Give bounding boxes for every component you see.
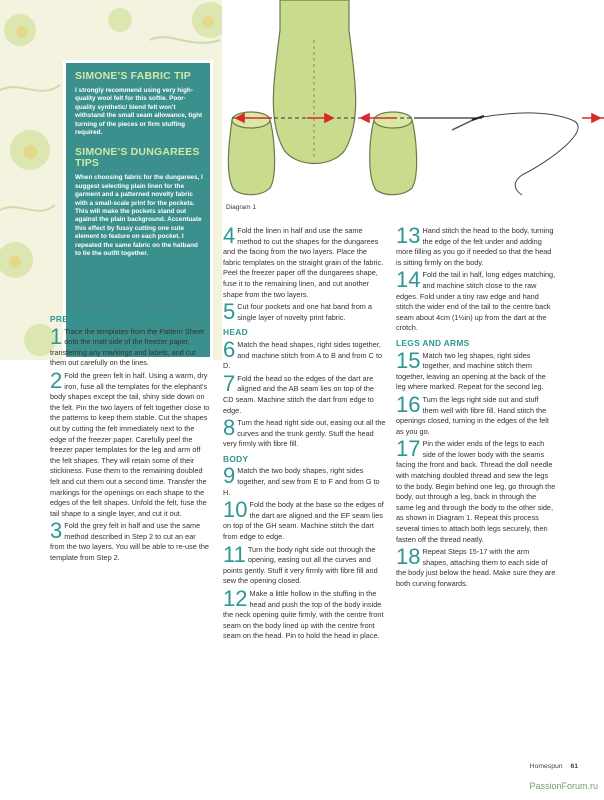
step-text: Turn the legs right side out and stuff them well with fibre fill. Hand stitch the openings closed, turning in the edges of the felt as you go. xyxy=(396,394,549,436)
step-text: Repeat Steps 15-17 with the arm shapes, attaching them to each side of the body just below the head. Make sure they are both curving forwards. xyxy=(396,547,556,588)
dungarees-tips-heading: SIMONE'S DUNGAREES TIPS xyxy=(75,146,200,170)
step-9 xyxy=(223,463,386,498)
column-2 xyxy=(223,223,386,644)
step-number: 6 xyxy=(223,336,236,362)
step-text: Turn the body right side out through the opening, easing out all the curves and points gently. Stuff it very firmly with fibre fill and sew the opening closed. xyxy=(223,544,378,586)
step-10 xyxy=(223,497,386,542)
step-17 xyxy=(396,436,556,545)
step-number: 16 xyxy=(396,391,421,417)
step-number: 11 xyxy=(223,541,246,567)
step-1 xyxy=(50,323,212,369)
step-text: Fold the green felt in half. Using a warm, dry iron, fuse all the templates for the elephant's body shapes except the tail, shiny side down on the felt. Pin the two layers of felt together close to the patterns to keep them stable. Cut the shapes out by cutting the felt immediately next to the edge of the freezer paper. Carefully peel the freezer paper templates for the leg and arm off the felt shapes. They will retain some of their stickiness. Fuse them to the remaining doubled felt and cut them out a second time. Transfer the markings for the openings on each shape to the edges of the felt shapes. Unfold the felt, fuse the tail shape to a single layer, and cut it out. xyxy=(50,370,210,518)
watermark: PassionForum.ru xyxy=(529,781,598,791)
step-text: Match the head shapes, right sides together, and machine stitch from A to B and from C to D. xyxy=(223,339,383,371)
step-number: 18 xyxy=(396,544,421,570)
step-number: 5 xyxy=(223,299,236,325)
step-text: Match two leg shapes, right sides together, and machine stitch them together, leaving an opening at the back of the leg where marked. Repeat for the second leg. xyxy=(396,350,546,392)
step-18 xyxy=(396,544,556,589)
step-text: Fold the tail in half, long edges matching, and machine stitch close to the raw edges. Fold under a tiny raw edge and hand stitch the wider end of the tail to the centre back seam about 4cm (1½in) up from the dart at the crotch. xyxy=(396,270,556,333)
step-number: 13 xyxy=(396,223,421,248)
step-text: Fold the grey felt in half and use the same method described in Step 2 to cut an ear from the two layers. You will be able to re-use the template from Step 2. xyxy=(50,521,209,563)
step-text: Match the two body shapes, right sides together, and sew from E to F and from G to H. xyxy=(223,466,380,497)
step-number: 1 xyxy=(50,323,63,349)
step-text: Cut four pockets and one hat band from a single layer of novelty print fabric. xyxy=(237,302,372,322)
step-text: Hand stitch the head to the body, turning the edge of the felt under and adding more filling as you go if needed so that the head is sitting firmly on the body. xyxy=(396,226,554,267)
step-6 xyxy=(223,336,386,372)
step-number: 12 xyxy=(223,586,248,611)
step-number: 17 xyxy=(396,436,421,462)
section-heading-prep: PREPARATION AND CUTTING xyxy=(50,314,177,324)
step-15 xyxy=(396,347,556,393)
step-3 xyxy=(50,518,212,563)
step-5 xyxy=(223,299,386,325)
magazine-name: Homespun xyxy=(529,763,563,770)
column-3 xyxy=(396,223,556,592)
diagram-1 xyxy=(222,0,604,200)
section-heading-legs: LEGS AND ARMS xyxy=(396,337,470,348)
step-8 xyxy=(223,415,386,450)
step-16 xyxy=(396,391,556,437)
step-12 xyxy=(223,586,386,642)
page-footer xyxy=(530,763,578,770)
step-text: Turn the head right side out, easing out all the curves and the trunk gently. Stuff the head very firmly with fibre fill. xyxy=(223,418,386,449)
step-number: 10 xyxy=(223,497,248,523)
step-11 xyxy=(223,541,386,587)
step-7 xyxy=(223,370,386,416)
step-text: Fold the head so the edges of the dart are aligned and the AB seam lies on top of the CD seam. Machine stitch the dart from edge to edge. xyxy=(223,373,374,415)
step-number: 4 xyxy=(223,223,236,248)
step-number: 8 xyxy=(223,415,236,441)
step-number: 15 xyxy=(396,347,421,373)
step-number: 14 xyxy=(396,267,421,293)
step-13 xyxy=(396,223,556,268)
diagram-caption: Diagram 1 xyxy=(226,204,256,211)
step-14 xyxy=(396,267,556,334)
step-text: Make a little hollow in the stuffing in the head and push the top of the body inside the neck opening quite firmly, with the centre front seam on the body lined up with the centre front seam on the head. Pin to hold the head in place. xyxy=(223,589,384,641)
step-number: 3 xyxy=(50,518,63,544)
dungarees-tips-body: When choosing fabric for the dungarees, I suggest selecting plain linen for the garment and a patterned novelty fabric with a small-scale print for the pockets. This will make the pockets stand out against the plain background. Accentuate this effect by fussy cutting one cute element to feature on each pocket. I repeated the same fabric on the hatband to tie the outfit together. xyxy=(75,174,203,258)
step-number: 9 xyxy=(223,463,236,489)
step-text: Fold the body at the base so the edges of the dart are aligned and the EF seam lies on top of the GH seam. Machine stitch the dart from edge to edge. xyxy=(223,500,384,542)
step-text: Trace the templates from the Pattern Sheet onto the matt side of the freezer paper, transferring any markings and labels, and cut them out carefully on the lines. xyxy=(50,326,204,368)
leg-attachment-illustration xyxy=(222,0,604,200)
page-number: 61 xyxy=(570,763,578,770)
column-1 xyxy=(50,310,212,566)
fabric-tip-body: I strongly recommend using very high-quality wool felt for this softie. Poor-quality synthetic/ blend felt won't withstand the small seam allowance, tight turning of the pieces or firm stuffing required. xyxy=(75,87,203,137)
section-heading-body: BODY xyxy=(223,453,249,464)
section-heading-head: HEAD xyxy=(223,327,248,338)
step-text: Fold the linen in half and use the same method to cut the shapes for the dungarees and the facing from the two layers. Place the fabric templates on the straight grain of the fabric. Peel the freezer paper off the dungarees shape, fuse it to the remaining linen, and cut another shape from the two layers. xyxy=(223,226,384,299)
fabric-tip-heading: SIMONE'S FABRIC TIP xyxy=(75,70,191,82)
step-4 xyxy=(223,223,386,300)
step-text: Pin the wider ends of the legs to each side of the lower body with the seams facing the front and back. Thread the doll needle with matching doubled thread and sew the legs to the body. Begin behind one leg, go through the body, out through a leg, back in through the same leg and through the body to the other side, as shown in Diagram 1. Repeat this process several times to attach both legs securely, then fasten off the thread neatly. xyxy=(396,439,556,544)
step-number: 2 xyxy=(50,367,63,393)
step-2 xyxy=(50,367,212,519)
step-number: 7 xyxy=(223,370,236,396)
